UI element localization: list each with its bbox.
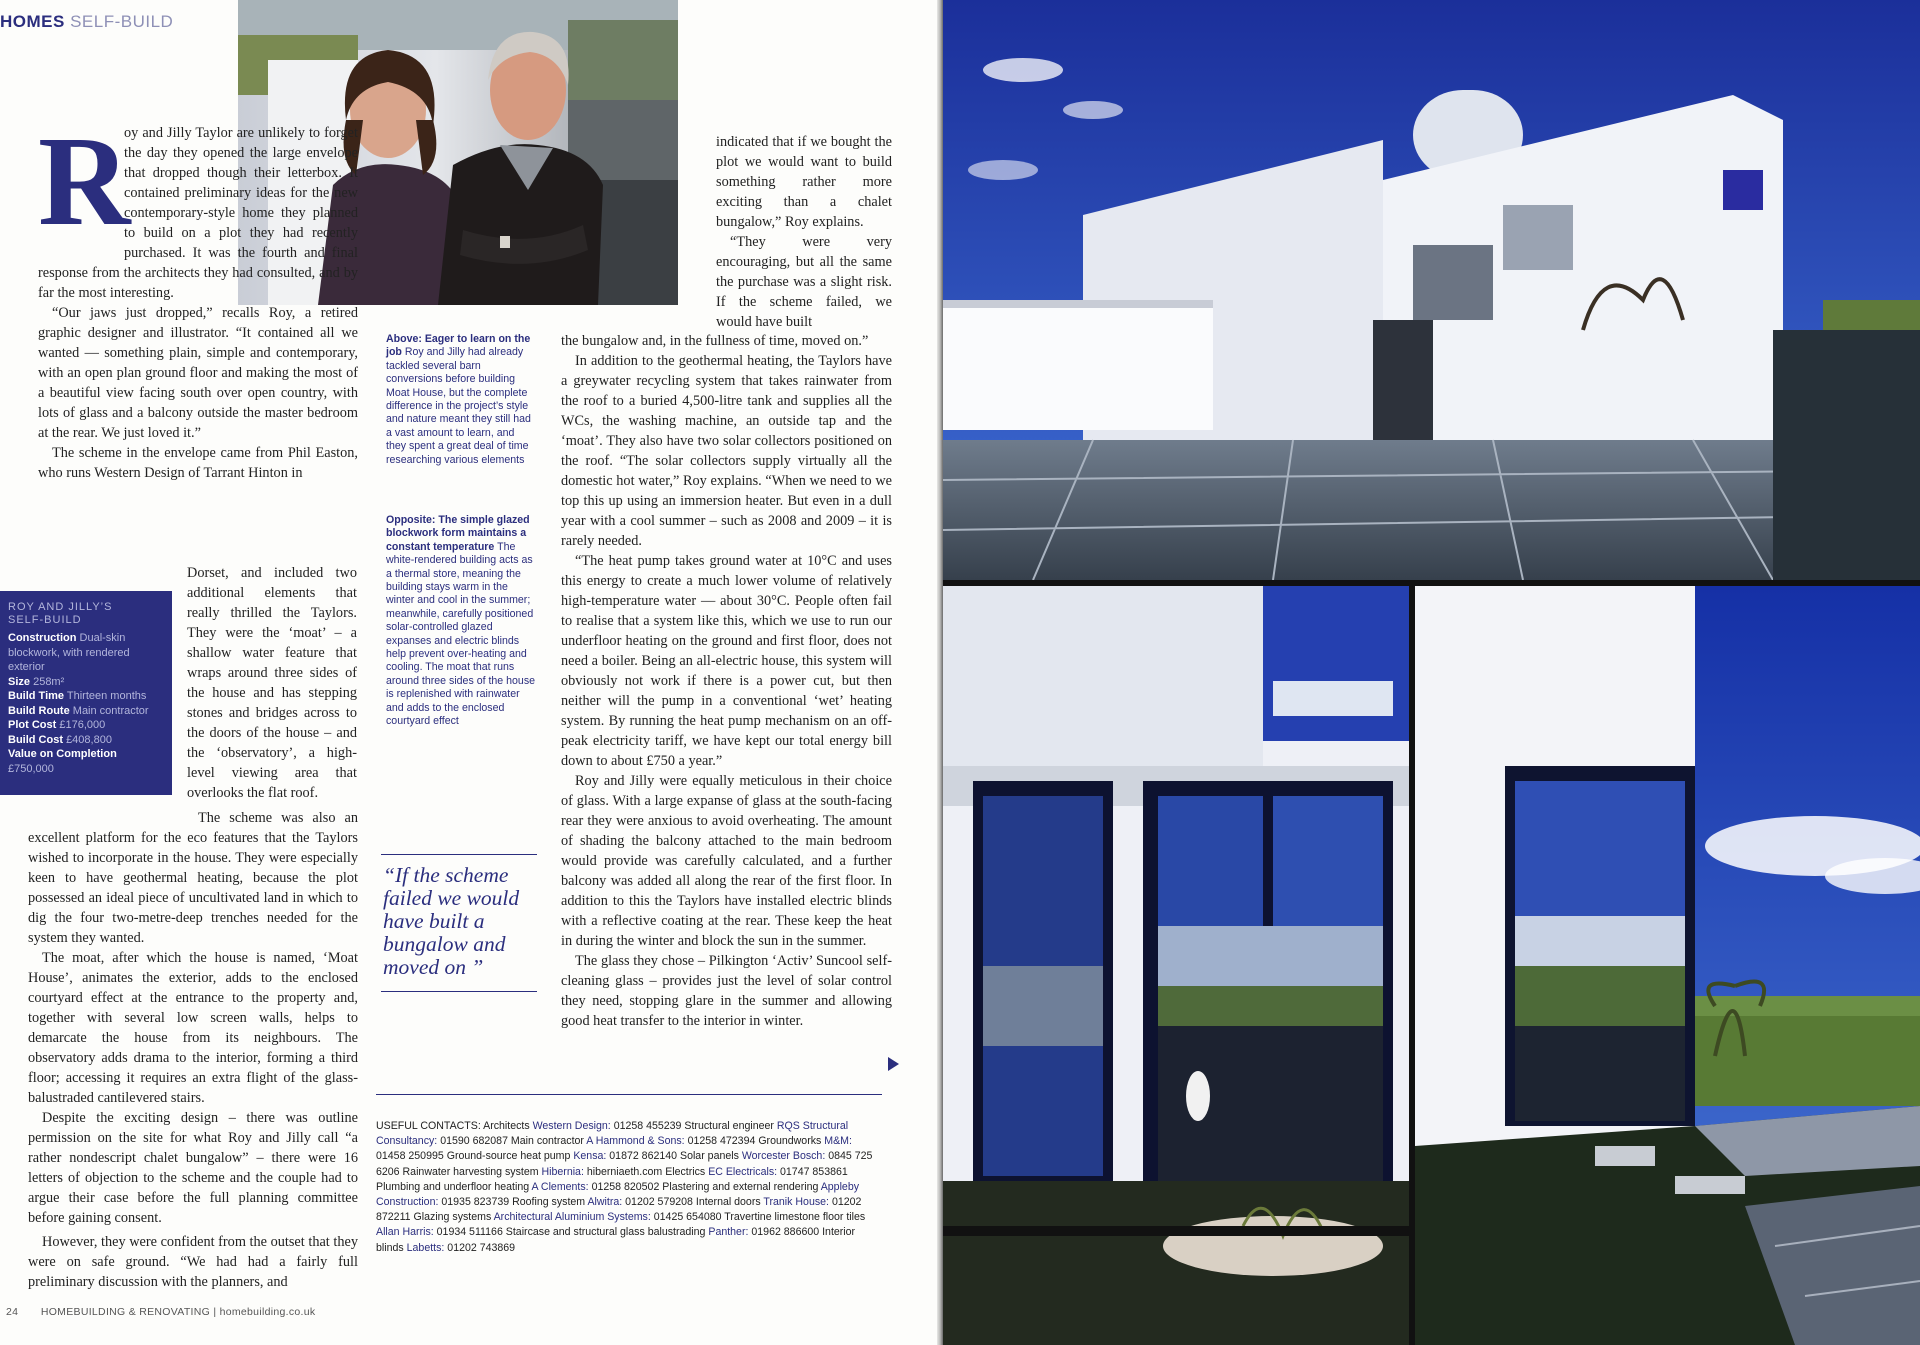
fact-label: Size — [8, 675, 31, 688]
factbox-item — [8, 689, 164, 704]
fact-value: 258m² — [33, 675, 65, 688]
fact-label: Plot Cost — [8, 719, 57, 731]
factbox-title-line1: ROY AND JILLY’S — [8, 601, 113, 613]
fact-value: Thirteen months — [66, 690, 147, 702]
factbox-title-line2: SELF-BUILD — [8, 614, 82, 626]
caption-above-label: Above: Eager to learn on the job — [386, 333, 531, 359]
fact-value: Main contractor — [72, 704, 149, 717]
quote-open-mark: “ — [383, 863, 395, 887]
fact-value: Dual-skin blockwork, with rendered exterior — [8, 632, 130, 673]
paragraph-6: The moat, after which the house is named, ‘Moat House’, animates the exterior, adds to the enclosed courtyard effect at the entrance to the property and, together with several low screen walls, helps to demarcate the house from its neighbours. The observatory adds drama to the interior, forming a third floor; accessing it requires an extra flight of the glass-balustraded cantilevered stairs. — [28, 950, 358, 1106]
col1-lower — [28, 808, 358, 1292]
contact-entry: Glazing systems Architectural Aluminium Systems: 01425 654080 — [413, 1211, 722, 1224]
section-label: HOMES — [0, 12, 65, 31]
factbox-title — [8, 601, 164, 627]
section-header — [0, 12, 173, 32]
col3-paragraph-5: “The heat pump takes ground water at 10°C and uses this energy to create a much lower volume of relatively high-temperature water — about 30°C. People often fail to realise that a system like this, which we use to run our underfloor heating on the ground and first floor, does not need a boiler. Being an all-electric house, this system will obviously not work if there is a power cut, but then neither will the pump in a conventional ‘wet’ heating system. By running the heat pump mechanism on an off-peak electricity tariff, we have kept our total energy bill down to about £750 a year.” — [561, 553, 892, 769]
factbox-item — [8, 733, 164, 748]
col3-top — [716, 132, 892, 332]
paragraph-8: However, they were confident from the outset that they were on safe ground. “We had had a fairly full preliminary discussion with the planners, and — [28, 1234, 358, 1290]
paragraph-1: oy and Jilly Taylor are unlikely to forget the day they opened the large envelope that dropped though their letterbox. It contained preliminary ideas for the new contemporary-style home they planned to build on a plot they had recently purchased. It was the fourth and final response from the architects they had consulted, and by far the most interesting. — [38, 125, 358, 301]
col3-paragraph-3: the bungalow and, in the fullness of time, moved on.” — [561, 333, 869, 349]
contact-entry: Architects Western Design: 01258 455239 — [483, 1120, 682, 1132]
paragraph-5: The scheme was also an excellent platform for the eco features that the Taylors wished to incorporate in the house. They were especially keen to have geothermal heating, because the plot possessed an ideal piece of uncultivated land in which to dig the four two-metre-deep trenches needed for the system they wanted. — [28, 810, 358, 946]
contact-entry: Structural engineer RQS Structural Consultancy: 01590 682087 — [376, 1120, 849, 1148]
contact-entry: Solar panels Worcester Bosch: 0845 725 6206 — [376, 1150, 873, 1178]
paragraph-2: “Our jaws just dropped,” recalls Roy, a retired graphic designer and illustrator. “It contained all we wanted — something plain, simple and contemporary, with an open plan ground floor and making the most of a beautiful view facing south over open country, with lots of glass and a balcony outside the master bedroom at the rear. We just loved it.” — [38, 305, 358, 441]
dropcap-spacer — [38, 123, 124, 261]
col3-paragraph-4: In addition to the geothermal heating, the Taylors have a greywater recycling system that takes rainwater from the roof to a buried 4,500-litre tank and supplies all the WCs, the washing machine, an outside tap and the ‘moat’. They also have two solar collectors positioned on the roof. “The solar collectors supply virtually all the domestic hot water,” Roy explains. “When we need to we top this up using an immersion heater. But even in a dull year with a cool summer – such as 2008 and 2009 – it is rarely needed. — [561, 353, 892, 549]
contact-entry: Plumbing and underfloor heating A Clements: 01258 820502 — [376, 1180, 660, 1193]
subsection-label: SELF-BUILD — [70, 12, 174, 31]
col3-paragraph-6: Roy and Jilly were equally meticulous in their choice of glass. With a large expanse of glass at the south-facing rear they were anxious to avoid overheating. The amount of shading the balcony attached to the main bedroom would provide was carefully calculated, and a further balcony was added all along the rear of the first floor. In addition to this the Taylors have installed electric blinds with a reflective coating at the rear. These keep the heat in during the winter and block the sun in the summer. — [561, 773, 892, 949]
col3-paragraph-2: “They were very encouraging, but all the same the purchase was a slight risk. If the scheme failed, we would have built — [716, 234, 892, 330]
fact-label: Build Cost — [8, 733, 63, 746]
paragraph-4: Dorset, and included two additional elements that really thrilled the Taylors. They were the ‘moat’ – a shallow water feature that wraps around three sides of the house and has stepping stones and bridges across to the doors of the house – and the ‘observatory’, a high-level viewing area that overlooks the flat roof. — [187, 565, 357, 801]
moat-glazing-photo — [1415, 586, 1920, 1345]
page-number: 24 — [6, 1306, 19, 1318]
col3-paragraph-7: The glass they chose – Pilkington ‘Activ’ Suncool self-cleaning glass – provides just the level of solar control they need, stopping glare in the summer and allowing good heat transfer to the interior in winter. — [561, 953, 892, 1029]
right-page — [943, 0, 1920, 1345]
contact-entry: Main contractor A Hammond & Sons: 01258 472394 — [510, 1135, 756, 1148]
drop-cap: R — [38, 110, 131, 252]
fact-value: £750,000 — [8, 762, 54, 775]
contacts-heading: USEFUL CONTACTS: — [376, 1120, 481, 1132]
factbox — [0, 591, 172, 795]
contact-entry: Travertine limestone floor tiles Allan Harris: 01934 511166 — [376, 1211, 866, 1239]
factbox-item — [8, 747, 164, 776]
factbox-item — [8, 718, 164, 733]
caption-above-text: Roy and Jilly had already tackled several barn conversions before building Moat House, but the complete difference in the project’s style and nature meant they still had a vast amount to learn, and they spent a great deal of time researching various elements — [386, 346, 531, 466]
factbox-item — [8, 631, 164, 675]
contact-entry: Ground-source heat pump Kensa: 01872 862140 — [446, 1150, 678, 1163]
contact-entry: Rainwater harvesting system Hibernia: hiberniaeth.com — [402, 1165, 663, 1178]
paragraph-7: Despite the exciting design – there was outline permission on the site for what Roy and Jilly call “a rather nondescript chalet bungalow” – there were 16 letters of objection to the scheme and the couple had to argue their case before the full planning committee before gaining consent. — [28, 1110, 358, 1226]
col3-main — [561, 331, 892, 1031]
contact-entry: Plastering and external rendering Appleby Construction: 01935 823739 — [376, 1180, 860, 1209]
fact-label: Build Route — [8, 704, 70, 717]
factbox-item — [8, 675, 164, 690]
magazine-url: homebuilding.co.uk — [219, 1306, 316, 1318]
contact-entry: Internal doors Tranik House: 01202 872211 — [376, 1196, 862, 1224]
pull-quote — [381, 854, 537, 992]
magazine-name: HOMEBUILDING & RENOVATING — [40, 1306, 211, 1318]
glass-corner-photo — [943, 586, 1409, 1345]
contact-entry: Electrics EC Electricals: 01747 853861 — [665, 1165, 848, 1178]
fact-label: Build Time — [8, 690, 65, 702]
contact-entry: Roofing system Alwitra: 01202 579208 — [512, 1196, 693, 1209]
col1-flow — [38, 110, 358, 523]
fact-label: Value on Completion — [8, 748, 117, 760]
factbox-item — [8, 704, 164, 719]
exterior-courtyard-photo — [943, 0, 1920, 580]
fact-value: £176,000 — [59, 719, 106, 731]
left-page — [0, 0, 937, 1345]
caption-opposite-label: Opposite: The simple glazed blockwork form maintains a constant temperature — [386, 514, 530, 553]
caption-above — [386, 333, 536, 467]
paragraph-3: The scheme in the envelope came from Phil Easton, who runs Western Design of Tarrant Hinton in — [38, 445, 358, 481]
quote-close-mark: ” — [471, 955, 484, 979]
contact-entry: Interior blinds Labetts: 01202 743869 — [376, 1226, 856, 1254]
continue-arrow-icon — [888, 1057, 899, 1071]
caption-opposite-text: The white-rendered building acts as a thermal store, meaning the building stays warm in the winter and cool in the summer; meanwhile, carefully positioned solar-controlled glazed expanses and electric blinds help prevent over-heating and cooling. The moat that runs around three sides of the house is replenished with rainwater and adds to the enclosed courtyard effect — [386, 540, 536, 728]
quote-text: If the scheme failed we would have built a bungalow and moved on — [383, 863, 520, 979]
footer-separator: | — [213, 1306, 217, 1318]
useful-contacts — [376, 1094, 882, 1256]
fact-value: £408,800 — [66, 733, 112, 746]
contact-entry: Groundworks M&M: 01458 250995 — [376, 1135, 852, 1163]
col3-paragraph-1: indicated that if we bought the plot we would want to build something rather more exciting than a chalet bungalow,” Roy explains. — [716, 134, 892, 230]
caption-opposite — [386, 514, 536, 729]
contact-entry: Staircase and structural glass balustrading Panther: 01962 886600 — [505, 1226, 820, 1239]
page-footer — [6, 1306, 315, 1318]
fact-label: Construction — [8, 632, 77, 644]
